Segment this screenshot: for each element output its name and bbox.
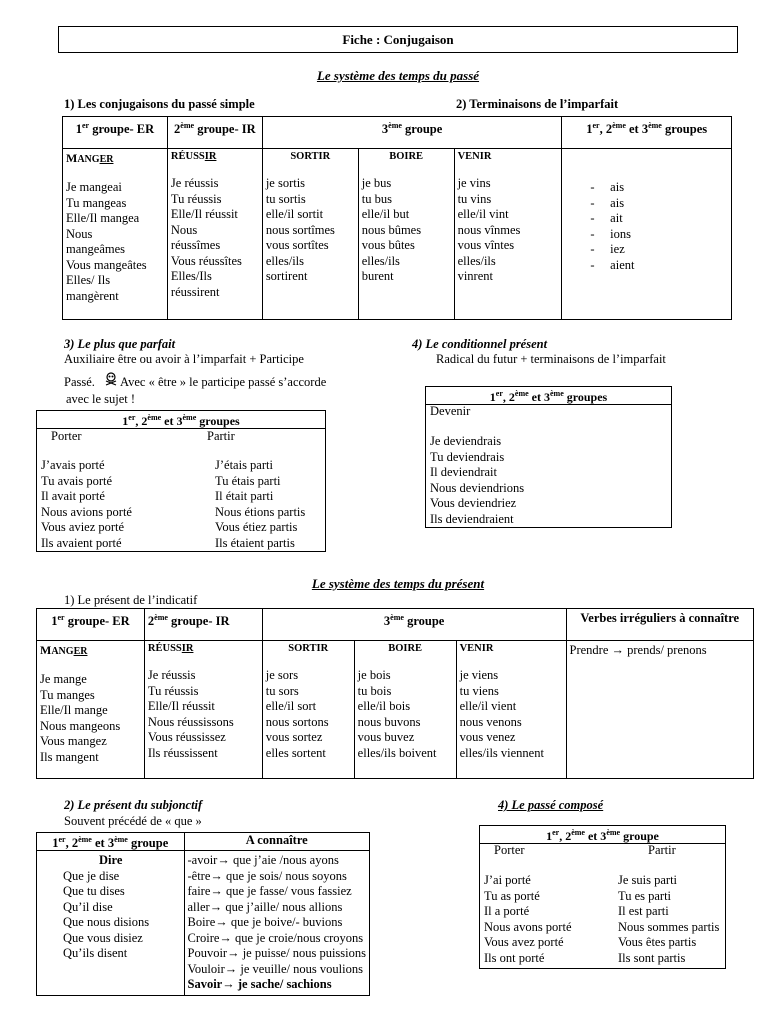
porter-label: Porter — [494, 843, 525, 857]
conj-line: tu bus — [361, 191, 392, 206]
conj-line: elle/il vint — [457, 207, 509, 221]
conj-line: Ils sont partis — [618, 950, 686, 965]
conj-line: vous venez — [459, 730, 516, 744]
passe-simple-heading: 1) Les conjugaisons du passé simple — [64, 97, 255, 111]
conj-line: Tu avais porté — [41, 473, 113, 488]
conj-line: je viens — [459, 668, 499, 682]
subj-col1: 1er, 2ème et 3ème groupe — [37, 833, 185, 851]
conj-line: Ils deviendraient — [430, 511, 514, 526]
terminaison: - iez — [590, 242, 625, 256]
reussir-cell — [144, 641, 262, 779]
conj-line: Je réussis — [147, 668, 196, 682]
conj-line: réussirent — [170, 284, 220, 299]
conj-line: Nous mangeons — [40, 718, 121, 733]
present-indicatif-heading: 1) Le présent de l’indicatif — [64, 593, 198, 607]
conj-line: elles/ils — [457, 253, 496, 268]
venir-cell — [456, 641, 566, 779]
conj-line: faire→ que je fasse/ vous fassiez — [187, 884, 352, 899]
present-section-title: Le système des temps du présent — [311, 576, 485, 591]
skull-icon — [104, 372, 118, 386]
verb-reussir: RÉUSSIR — [147, 643, 194, 654]
pc-right-col — [618, 873, 719, 966]
conj-line: Ils étaient partis — [215, 535, 295, 550]
pqp-desc: Avec « être » le participe passé s’accorde — [120, 375, 327, 389]
conj-line: nous sortîmes — [265, 222, 335, 237]
conj-line: Je mangeai — [66, 180, 122, 194]
conj-line: Vouloir→ je veuille/ nous voulions — [187, 961, 363, 976]
conj-line: Nous étions partis — [215, 504, 306, 519]
conj-line: Que nous disions — [63, 915, 150, 930]
verb-manger: MANGER — [66, 151, 114, 165]
conj-line: elle/il vient — [459, 699, 517, 713]
imparfait-heading: 2) Terminaisons de l’imparfait — [456, 97, 619, 111]
conj-line: mangèrent — [66, 288, 119, 303]
conj-line: Je suis parti — [618, 873, 678, 887]
verb-venir: VENIR — [459, 643, 494, 654]
terminaison: - ait — [590, 211, 623, 225]
conj-line: elle/il but — [361, 207, 410, 221]
col-2eme-groupe: 2ème groupe- IR — [167, 117, 262, 149]
conj-line: nous sortons — [265, 714, 329, 729]
subj-dire-cell — [37, 851, 185, 996]
conj-line: Ils ont porté — [484, 950, 545, 965]
conj-line: Nous — [170, 222, 198, 237]
conj-line: Nous deviendrions — [430, 480, 525, 495]
conj-line: J’étais parti — [215, 458, 273, 472]
conj-line: Nous avions porté — [41, 504, 132, 519]
conj-line: Tu réussis — [147, 683, 199, 698]
conj-line: Boire→ que je boive/- buvions — [187, 915, 343, 930]
conj-line: Je mange — [40, 672, 87, 686]
conj-line: Tu mangeas — [66, 195, 127, 210]
terminaison: - ais — [590, 195, 625, 210]
pqp-right-col — [215, 458, 305, 551]
conj-line: Elle/Il mangea — [66, 211, 140, 225]
reussir-cell — [167, 149, 262, 320]
conj-line: Il avait porté — [41, 489, 105, 503]
cond-heading: 4) Le conditionnel présent — [412, 337, 548, 351]
conj-line: Nous — [66, 226, 93, 241]
conj-line: vous buvez — [357, 730, 415, 744]
manger-cell — [37, 641, 145, 779]
conj-line: nous buvons — [357, 714, 421, 729]
conj-line: Ils réussissent — [147, 745, 218, 760]
verb-boire: BOIRE — [388, 643, 423, 654]
pqp-table — [36, 410, 326, 552]
present-table — [36, 608, 754, 779]
conj-line: Elles/Ils — [170, 269, 212, 283]
conj-line: Tu deviendrais — [430, 449, 505, 464]
pqp-desc: Passé. — [64, 375, 95, 389]
pc-heading: 4) Le passé composé — [498, 798, 604, 812]
verb-boire: BOIRE — [389, 151, 424, 162]
conj-line: nous bûmes — [361, 222, 422, 237]
terminaison: - ais — [590, 180, 625, 194]
devenir-label: Devenir — [430, 404, 471, 418]
conj-line: J’avais porté — [41, 458, 105, 472]
conj-line: Tu as porté — [484, 888, 540, 903]
conj-line: Il est parti — [618, 904, 669, 918]
conj-line: je bois — [357, 668, 391, 682]
col-irreguliers: Verbes irréguliers à connaître — [566, 609, 754, 641]
subj-connaitre-cell — [184, 851, 370, 996]
partir-label: Partir — [648, 843, 676, 857]
conj-line: Qu’il dise — [63, 899, 113, 914]
conj-line: Vous réussîtes — [170, 253, 242, 268]
col-3eme-groupe: 3ème groupe — [262, 609, 566, 641]
conj-line: Vous mangeâtes — [66, 257, 147, 272]
cond-table-head: 1er, 2ème et 3ème groupes — [426, 387, 671, 405]
porter-label: Porter — [51, 429, 82, 443]
conj-line: tu vins — [457, 191, 492, 206]
subj-desc: Souvent précédé de « que » — [64, 814, 202, 828]
conj-line: Nous réussissons — [147, 714, 234, 729]
conj-line: Il était parti — [215, 489, 274, 503]
passe-simple-table — [62, 116, 732, 320]
conj-line: elles/ils viennent — [459, 745, 544, 760]
conj-line: elle/il bois — [357, 699, 411, 713]
pqp-left-col — [41, 458, 132, 551]
conj-line: elles/ils boivent — [357, 745, 437, 760]
conj-line: je vins — [457, 176, 491, 190]
pqp-table-head: 1er, 2ème et 3ème groupes — [37, 411, 325, 429]
conj-line: Vous deviendriez — [430, 496, 517, 510]
pqp-desc: Auxiliaire être ou avoir à l’imparfait + Participe — [64, 352, 304, 366]
conj-line: vous sortez — [265, 730, 323, 744]
cond-table — [425, 386, 672, 528]
conj-line: elle/il sortit — [265, 207, 324, 221]
conj-line: burent — [361, 269, 394, 283]
conj-line: Que je dise — [63, 868, 120, 883]
conj-line: Que tu dises — [63, 884, 125, 899]
conj-line: Tu manges — [40, 687, 95, 702]
conj-line: -être→ que je sois/ nous soyons — [187, 868, 347, 883]
verb-venir: VENIR — [457, 151, 492, 162]
conj-line: Vous aviez porté — [41, 520, 125, 534]
verb-reussir: RÉUSSIR — [170, 151, 217, 162]
terminaison: - ions — [590, 226, 632, 241]
conj-line: vous sortîtes — [265, 238, 329, 252]
passe-section-title: Le système des temps du passé — [316, 68, 480, 83]
conj-line: Croire→ que je croie/nous croyons — [187, 930, 364, 945]
conj-line: sortirent — [265, 269, 308, 283]
conj-line: Ils mangent — [40, 749, 99, 764]
conj-line: Vous mangez — [40, 734, 107, 748]
conj-line: J’ai porté — [484, 873, 531, 887]
cond-desc: Radical du futur + terminaisons de l’imparfait — [436, 352, 666, 366]
partir-label: Partir — [207, 429, 235, 443]
pc-table-head: 1er, 2ème et 3ème groupe — [480, 826, 725, 844]
pqp-desc: avec le sujet ! — [66, 392, 136, 406]
conj-line: tu sors — [265, 683, 299, 698]
pqp-heading: 3) Le plus que parfait — [64, 337, 176, 351]
conj-line: Vous avez porté — [484, 935, 564, 949]
conj-line: Vous étiez partis — [215, 520, 298, 534]
conj-line: je sors — [265, 668, 299, 682]
cond-lines — [430, 434, 524, 527]
irreguliers-cell — [566, 641, 754, 779]
col-1er-groupe: 1er groupe- ER — [37, 609, 145, 641]
irregular-verb: Prendre → prends/ prenons — [569, 643, 707, 657]
conj-line: tu viens — [459, 683, 499, 698]
conj-line: Elle/Il réussit — [147, 699, 215, 713]
conj-line: elles/ils — [361, 253, 400, 268]
conj-line: Que vous disiez — [63, 930, 143, 945]
conj-line: Nous avons porté — [484, 919, 572, 934]
venir-cell — [454, 149, 562, 320]
conj-line: Elles/ Ils — [66, 273, 111, 287]
conj-line: tu sortis — [265, 191, 306, 206]
conj-line: Vous réussissez — [147, 730, 226, 744]
conj-line: mangeâmes — [66, 242, 126, 256]
terminaisons-cell — [562, 149, 732, 320]
conj-line: elles/ils — [265, 253, 305, 268]
conj-line: nous vînmes — [457, 222, 521, 237]
conj-line: Elle/Il réussit — [170, 207, 238, 221]
conj-line: Tu étais parti — [215, 473, 281, 488]
conj-line: Pouvoir→ je puisse/ nous puissions — [187, 946, 366, 961]
terminaison: - aient — [590, 257, 635, 272]
conj-line: Tu es parti — [618, 888, 672, 903]
sortir-cell — [262, 641, 354, 779]
conj-line: Qu’ils disent — [63, 946, 128, 961]
conj-line: réussîmes — [170, 238, 221, 252]
conj-line: aller→ que j’aille/ nous allions — [187, 899, 343, 914]
verb-sortir: SORTIR — [290, 151, 331, 162]
conj-line: elles sortent — [265, 745, 326, 760]
col-tous-groupes: 1er, 2ème et 3ème groupes — [562, 117, 732, 149]
verb-sortir: SORTIR — [288, 643, 329, 654]
conj-line: Ils avaient porté — [41, 535, 122, 550]
verb-manger: MANGER — [40, 643, 88, 657]
conj-line: nous venons — [459, 714, 522, 729]
conj-line: vous vîntes — [457, 238, 515, 252]
page-title: Fiche : Conjugaison — [58, 26, 738, 53]
pc-left-col — [484, 873, 572, 966]
conj-line: je sortis — [265, 176, 306, 190]
conj-line: -avoir→ que j’aie /nous ayons — [187, 853, 339, 868]
conj-line: Elle/Il mange — [40, 703, 108, 717]
conj-line: Il deviendrait — [430, 465, 497, 479]
sortir-cell — [262, 149, 358, 320]
subj-col2: A connaître — [184, 833, 370, 851]
conj-line: vous bûtes — [361, 238, 415, 252]
conj-line: Il a porté — [484, 904, 530, 918]
boire-cell — [358, 149, 454, 320]
verb-dire: Dire — [99, 853, 123, 868]
col-1er-groupe: 1er groupe- ER — [63, 117, 168, 149]
subj-heading: 2) Le présent du subjonctif — [64, 798, 203, 812]
conj-line: elle/il sort — [265, 699, 317, 713]
boire-cell — [354, 641, 456, 779]
col-2eme-groupe: 2ème groupe- IR — [144, 609, 262, 641]
conj-line: je bus — [361, 176, 392, 190]
col-3eme-groupe: 3ème groupe — [262, 117, 562, 149]
manger-cell — [63, 149, 168, 320]
conj-line: Savoir→ je sache/ sachions — [187, 977, 332, 992]
conj-line: Je réussis — [170, 176, 219, 190]
conj-line: vinrent — [457, 269, 493, 283]
conj-line: Tu réussis — [170, 191, 222, 206]
conj-line: Je deviendrais — [430, 434, 502, 448]
subj-table — [36, 832, 370, 996]
conj-line: tu bois — [357, 683, 392, 698]
conj-line: Nous sommes partis — [618, 919, 720, 934]
pc-table — [479, 825, 726, 969]
conj-line: Vous êtes partis — [618, 935, 697, 949]
